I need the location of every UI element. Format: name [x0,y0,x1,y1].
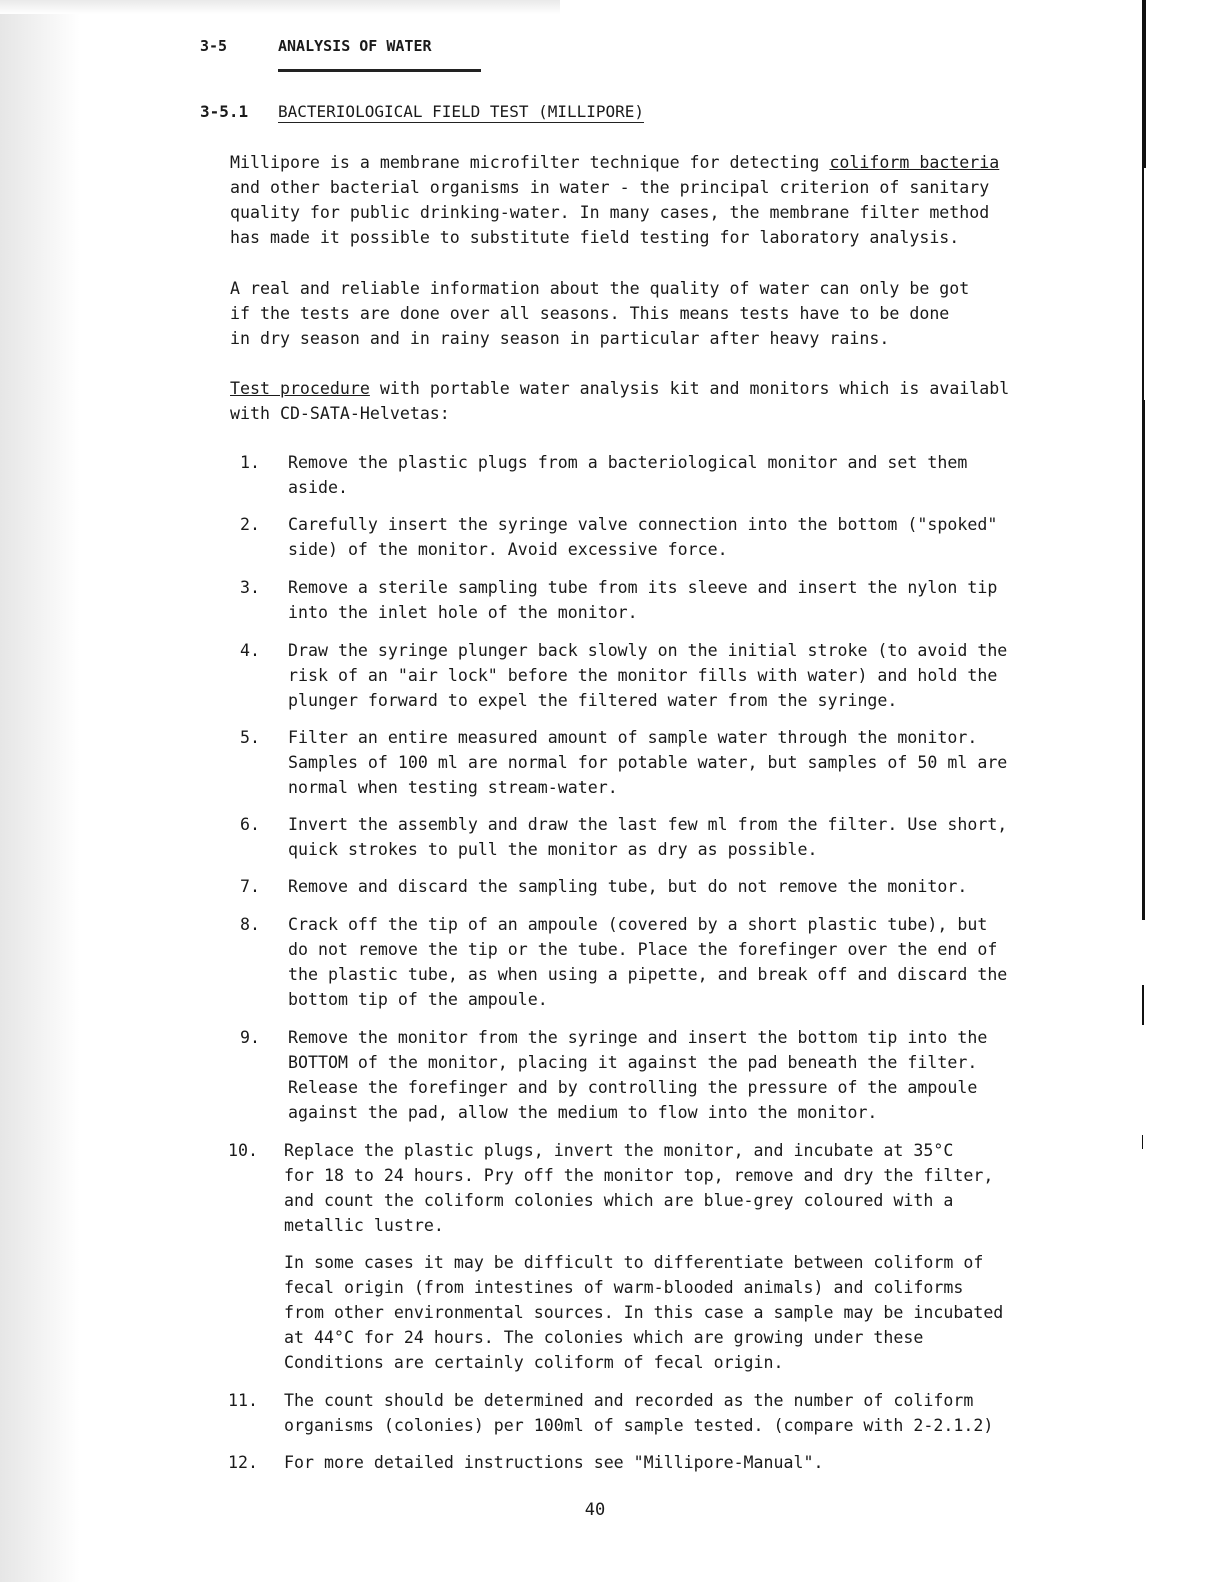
text-line: quick strokes to pull the monitor as dry as possible. [288,840,818,859]
text-line: normal when testing stream-water. [288,778,618,797]
text-line: Carefully insert the syringe valve connection into the bottom ("spoked" [288,515,998,534]
step-number: 1. [240,453,260,472]
procedure-step [240,575,1140,625]
step-number: 12. [228,1453,258,1472]
text-line: Test procedure with portable water analysis kit and monitors which is availabl [230,379,1010,398]
text-line: Remove the monitor from the syringe and insert the bottom tip into the [288,1028,988,1047]
text-line: In some cases it may be difficult to differentiate between coliform of [284,1253,984,1272]
text-line: organisms (colonies) per 100ml of sample tested. (compare with 2-2.1.2) [284,1416,994,1435]
text-line: aside. [288,478,348,497]
text-line: For more detailed instructions see "Millipore-Manual". [284,1453,824,1472]
step-text [288,450,967,500]
step-number: 5. [240,728,260,747]
text-line: plunger forward to expel the filtered water from the syringe. [288,691,898,710]
text-line: Remove a sterile sampling tube from its sleeve and insert the nylon tip [288,578,998,597]
step-number: 9. [240,1028,260,1047]
section-number: 3-5 [200,37,228,55]
intro-paragraph-3 [230,376,1142,426]
text-line: and count the coliform colonies which are blue-grey coloured with a [284,1191,954,1210]
procedure-step [228,1450,1140,1475]
step-number: 2. [240,515,260,534]
text-line: with CD-SATA-Helvetas: [230,404,450,423]
subsection-number: 3-5.1 [200,102,249,121]
intro-paragraph-2 [230,276,1142,351]
text-line: Remove and discard the sampling tube, but do not remove the monitor. [288,877,968,896]
text-line: quality for public drinking-water. In many cases, the membrane filter method [230,203,990,222]
step-number: 8. [240,915,260,934]
intro-paragraph-1 [230,150,1142,250]
text-line: the plastic tube, as when using a pipette, and break off and discard the [288,965,1008,984]
step-text [288,812,1007,862]
margin-rule [1142,400,1145,920]
step-number: 3. [240,578,260,597]
step-number: 4. [240,641,260,660]
step-text [288,912,1007,1012]
section-title: ANALYSIS OF WATER [278,37,432,55]
section-title-underline [278,69,481,72]
text-line: Release the forefinger and by controlling the pressure of the ampoule [288,1078,978,1097]
margin-rule [1142,1135,1143,1149]
underlined-term: Test procedure [230,379,370,398]
text-line: do not remove the tip or the tube. Place the forefinger over the end of [288,940,998,959]
procedure-step [240,912,1140,1012]
margin-rule [1142,0,1146,168]
text-line: Draw the syringe plunger back slowly on the initial stroke (to avoid the [288,641,1008,660]
text-line: Samples of 100 ml are normal for potable water, but samples of 50 ml are [288,753,1008,772]
step-text [288,512,997,562]
procedure-step [240,1025,1140,1125]
procedure-step [240,812,1140,862]
text-line: Millipore is a membrane microfilter technique for detecting coliform bacteria [230,153,1000,172]
procedure-step [228,1138,1140,1238]
step-text [288,874,967,899]
procedure-step [240,874,1140,899]
text-line: Filter an entire measured amount of sample water through the monitor. [288,728,978,747]
text-line: if the tests are done over all seasons. This means tests have to be done [230,304,950,323]
step-number: 10. [228,1141,258,1160]
underlined-term: coliform bacteria [829,153,1000,172]
text-line: from other environmental sources. In this case a sample may be incubated [284,1303,1004,1322]
subsection-title: BACTERIOLOGICAL FIELD TEST (MILLIPORE) [278,102,645,121]
text-line: BOTTOM of the monitor, placing it against the pad beneath the filter. [288,1053,978,1072]
step-text [284,1450,823,1475]
text-line: has made it possible to substitute field testing for laboratory analysis. [230,228,960,247]
text-line: and other bacterial organisms in water - the principal criterion of sanitary [230,178,990,197]
step-text [288,575,997,625]
step-text [284,1138,993,1238]
text-line: metallic lustre. [284,1216,444,1235]
procedure-step [240,450,1140,500]
step-text [288,1025,987,1125]
text-line: side) of the monitor. Avoid excessive force. [288,540,728,559]
scan-shadow-top [0,0,560,14]
text-line: Replace the plastic plugs, invert the monitor, and incubate at 35°C [284,1141,954,1160]
text-line: The count should be determined and recorded as the number of coliform [284,1391,974,1410]
page-number: 40 [584,1500,606,1520]
text-line: fecal origin (from intestines of warm-blooded animals) and coliforms [284,1278,964,1297]
procedure-note [240,1250,1140,1375]
procedure-step [240,512,1140,562]
step-text [288,725,1007,800]
section-heading [200,37,432,55]
text-line: Conditions are certainly coliform of fecal origin. [284,1353,784,1372]
margin-rule [1142,985,1144,1025]
text-line: at 44°C for 24 hours. The colonies which are growing under these [284,1328,924,1347]
text-line: Invert the assembly and draw the last few ml from the filter. Use short, [288,815,1008,834]
step-text [284,1388,993,1438]
text-line: Crack off the tip of an ampoule (covered by a short plastic tube), but [288,915,988,934]
text-line: for 18 to 24 hours. Pry off the monitor top, remove and dry the filter, [284,1166,994,1185]
step-number: 7. [240,877,260,896]
text-line: A real and reliable information about the quality of water can only be got [230,279,970,298]
step-text [284,1250,1003,1375]
subsection-heading [200,102,644,123]
text-line: in dry season and in rainy season in particular after heavy rains. [230,329,890,348]
text-line: against the pad, allow the medium to flow into the monitor. [288,1103,878,1122]
text-line: risk of an "air lock" before the monitor fills with water) and hold the [288,666,998,685]
scan-shadow-left [0,0,80,1582]
procedure-step [240,638,1140,713]
step-number: 6. [240,815,260,834]
text-line: bottom tip of the ampoule. [288,990,548,1009]
procedure-step [240,725,1140,800]
text-line: Remove the plastic plugs from a bacteriological monitor and set them [288,453,968,472]
text-line: into the inlet hole of the monitor. [288,603,638,622]
step-text [288,638,1007,713]
procedure-step [228,1388,1140,1438]
step-number: 11. [228,1391,258,1410]
margin-rule [1142,168,1144,438]
